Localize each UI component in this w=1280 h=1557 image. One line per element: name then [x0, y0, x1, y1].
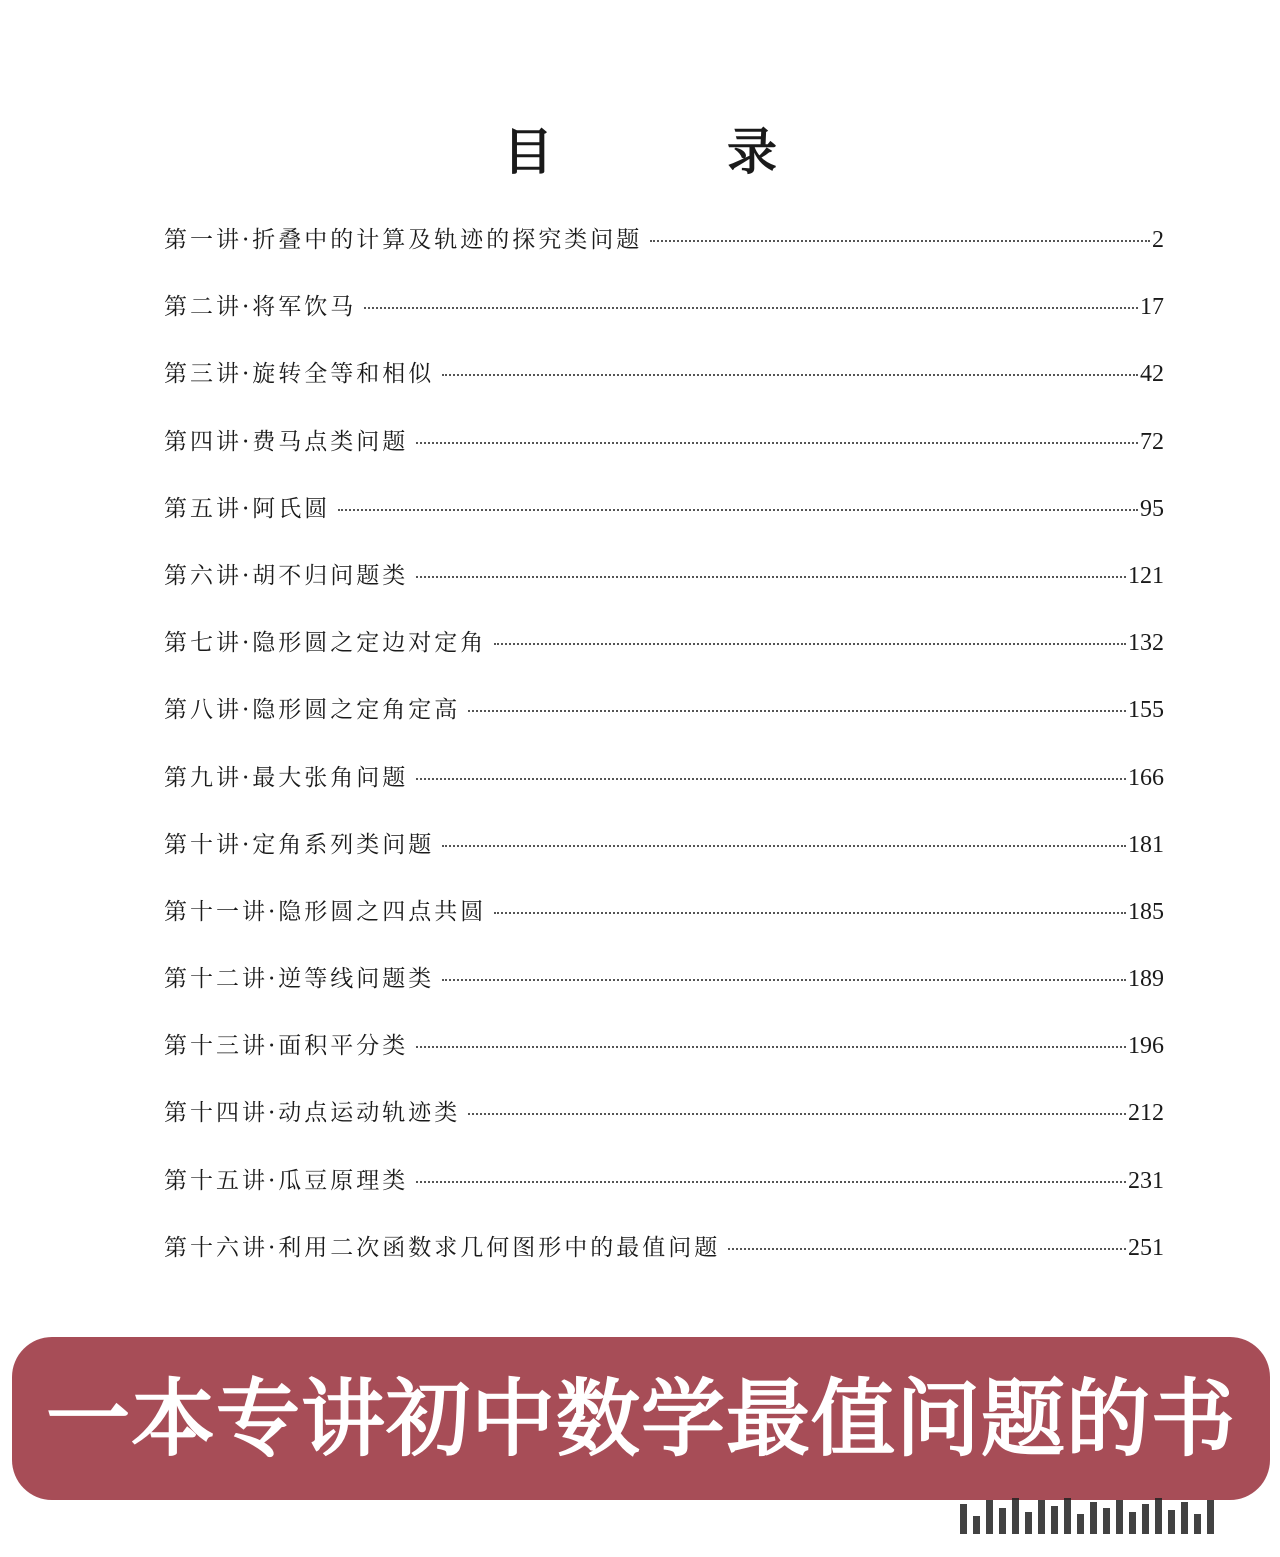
toc-leader-dots [416, 1046, 1126, 1048]
toc-entry-page: 121 [1128, 562, 1164, 589]
toc-entry [164, 494, 1164, 561]
caption-banner-text: 一本专讲初中数学最值问题的书 [45, 1369, 1236, 1468]
toc-entry-label: 第四讲·费马点类问题 [164, 428, 409, 455]
toc-entry-label: 第十五讲·瓜豆原理类 [164, 1167, 409, 1194]
toc-entry-label: 第八讲·隐形圆之定角定高 [164, 697, 461, 724]
toc-entry-label: 第七讲·隐形圆之定边对定角 [164, 630, 487, 657]
toc-entry [164, 292, 1164, 359]
toc-entry-page: 231 [1128, 1167, 1164, 1194]
table-of-contents [164, 225, 1164, 1300]
toc-entry [164, 628, 1164, 695]
toc-entry-page: 72 [1140, 428, 1164, 455]
toc-entry [164, 695, 1164, 762]
toc-entry-page: 155 [1128, 697, 1164, 724]
toc-entry-label: 第三讲·旋转全等和相似 [164, 361, 435, 388]
toc-entry [164, 897, 1164, 964]
toc-entry-page: 95 [1140, 495, 1164, 522]
toc-entry-page: 132 [1128, 630, 1164, 657]
toc-entry-page: 166 [1128, 764, 1164, 791]
toc-leader-dots [416, 778, 1126, 780]
caption-banner [12, 1337, 1270, 1500]
toc-entry-label: 第十二讲·逆等线问题类 [164, 966, 435, 993]
toc-entry-label: 第五讲·阿氏圆 [164, 495, 331, 522]
toc-entry-page: 251 [1128, 1234, 1164, 1261]
toc-entry-page: 196 [1128, 1033, 1164, 1060]
toc-entry-label: 第六讲·胡不归问题类 [164, 562, 409, 589]
toc-leader-dots [442, 845, 1126, 847]
toc-entry-page: 17 [1140, 294, 1164, 321]
toc-entry-label: 第十三讲·面积平分类 [164, 1033, 409, 1060]
toc-leader-dots [416, 1181, 1126, 1183]
toc-leader-dots [364, 307, 1138, 309]
toc-entry-page: 189 [1128, 966, 1164, 993]
toc-entry-label: 第十讲·定角系列类问题 [164, 831, 435, 858]
toc-entry-page: 2 [1152, 227, 1164, 253]
toc-entry-label: 第九讲·最大张角问题 [164, 764, 409, 791]
page-title: 目 录 [503, 121, 839, 181]
toc-entry-label: 第十四讲·动点运动轨迹类 [164, 1100, 461, 1127]
toc-entry [164, 1031, 1164, 1098]
toc-leader-dots [338, 509, 1138, 511]
toc-leader-dots [494, 643, 1126, 645]
toc-entry-page: 185 [1128, 898, 1164, 925]
toc-leader-dots [650, 240, 1150, 242]
toc-leader-dots [468, 1113, 1126, 1115]
toc-entry [164, 830, 1164, 897]
toc-leader-dots [442, 374, 1138, 376]
toc-leader-dots [728, 1248, 1126, 1250]
toc-leader-dots [468, 710, 1126, 712]
toc-entry-label: 第十一讲·隐形圆之四点共圆 [164, 898, 487, 925]
toc-entry-label: 第一讲·折叠中的计算及轨迹的探究类问题 [164, 227, 643, 253]
toc-entry-page: 212 [1128, 1100, 1164, 1127]
toc-entry [164, 1233, 1164, 1300]
toc-entry [164, 964, 1164, 1031]
toc-entry-page: 42 [1140, 361, 1164, 388]
toc-leader-dots [494, 912, 1126, 914]
toc-leader-dots [442, 979, 1126, 981]
toc-entry-label: 第十六讲·利用二次函数求几何图形中的最值问题 [164, 1234, 721, 1261]
toc-entry [164, 561, 1164, 628]
toc-entry [164, 225, 1164, 292]
platform-watermark-icon [960, 1490, 1260, 1534]
toc-entry [164, 763, 1164, 830]
toc-entry [164, 427, 1164, 494]
toc-leader-dots [416, 442, 1138, 444]
toc-entry-page: 181 [1128, 831, 1164, 858]
toc-entry-label: 第二讲·将军饮马 [164, 294, 357, 321]
toc-entry [164, 359, 1164, 426]
toc-leader-dots [416, 576, 1126, 578]
toc-entry [164, 1098, 1164, 1165]
toc-entry [164, 1166, 1164, 1233]
